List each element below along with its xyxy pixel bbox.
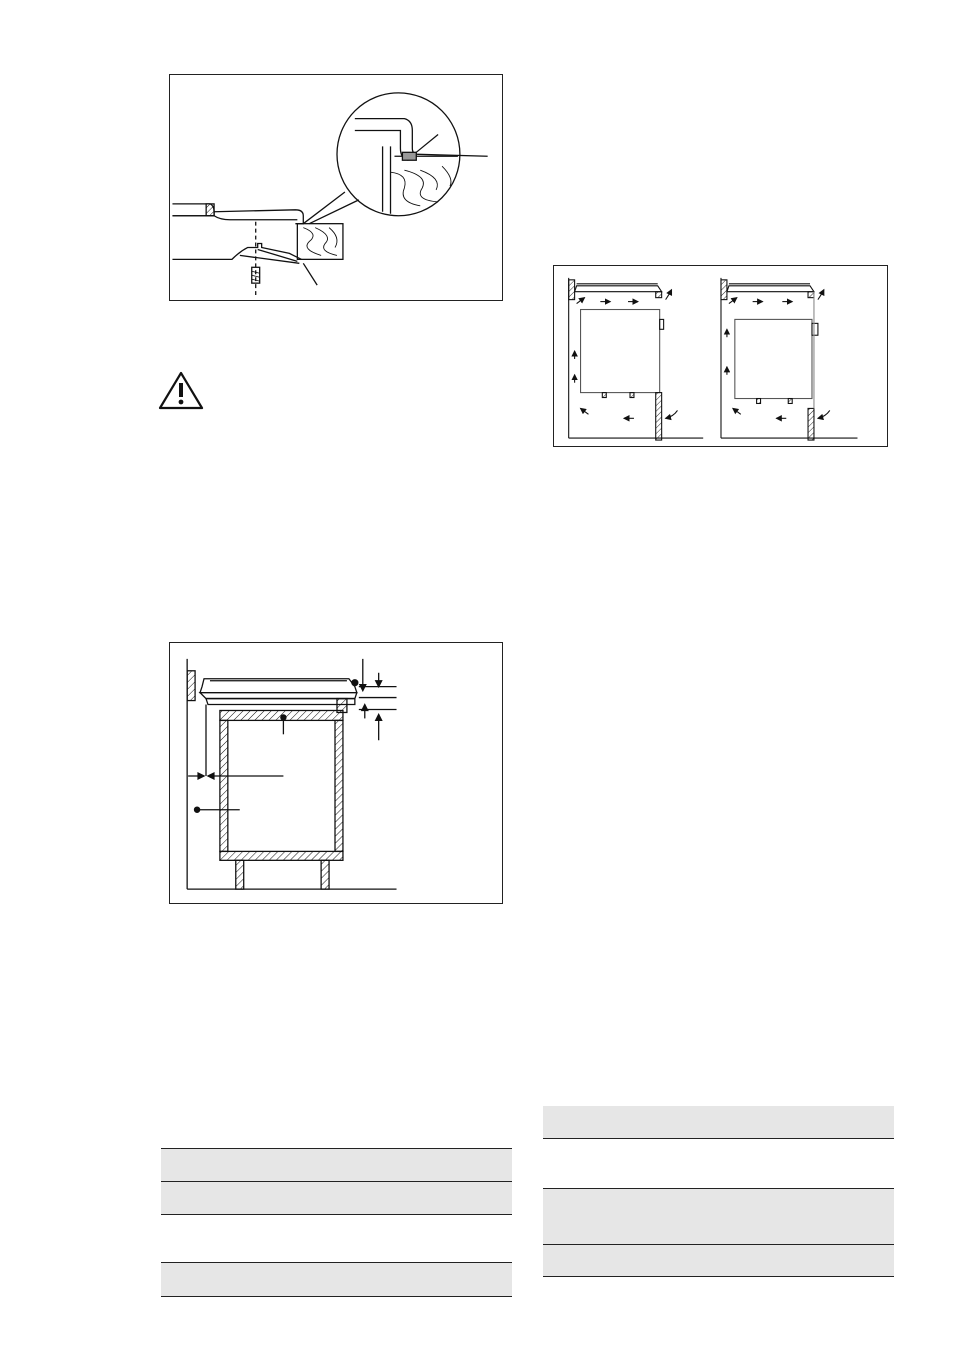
table-row — [161, 1148, 512, 1182]
table-row — [543, 1106, 894, 1139]
warning-triangle-icon — [158, 370, 204, 410]
right-data-table — [543, 1106, 894, 1278]
table-row — [161, 1215, 512, 1263]
clearance-dimensions-drawing — [170, 643, 502, 903]
figure-clearance-dimensions — [169, 642, 503, 904]
bracket-detail-drawing — [170, 75, 502, 300]
table-row — [543, 1245, 894, 1277]
ventilation-airflow-drawing — [554, 266, 887, 446]
left-data-table — [161, 1148, 512, 1298]
figure-ventilation-airflow — [553, 265, 888, 447]
table-row — [161, 1182, 512, 1215]
table-row — [543, 1139, 894, 1189]
figure-bracket-detail — [169, 74, 503, 301]
table-row — [161, 1263, 512, 1297]
table-row — [543, 1189, 894, 1245]
